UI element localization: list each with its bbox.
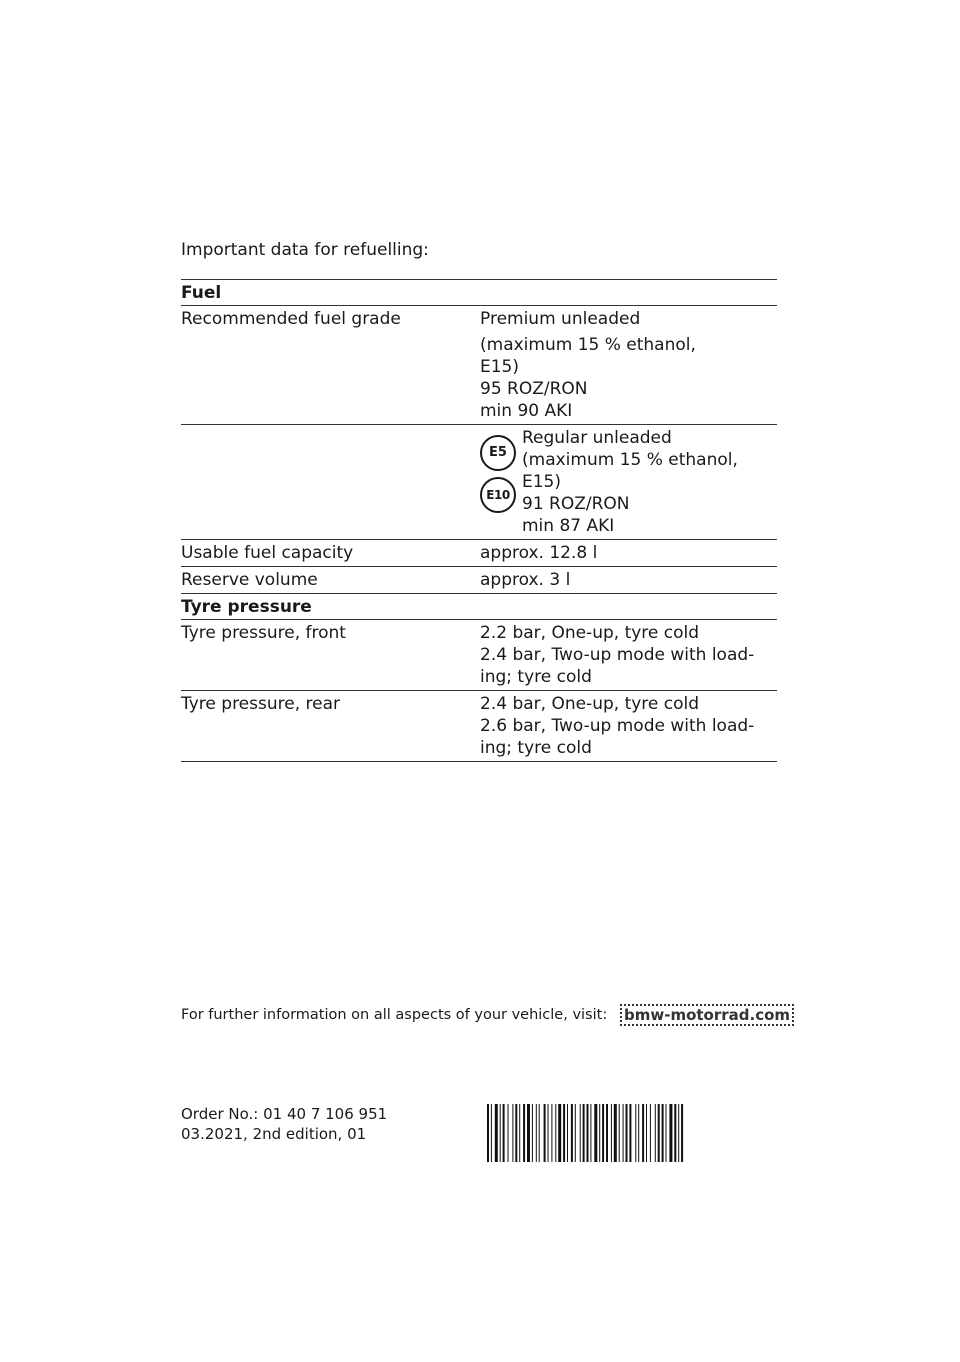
value-line: 2.4 bar, One-up, tyre cold [480,694,700,714]
e5-fuel-icon: E5 [480,435,516,471]
refuelling-data-table [181,279,777,762]
value-line: 2.4 bar, Two-up mode with load- [480,645,755,665]
edition-info: 03.2021, 2nd edition, 01 [181,1125,367,1143]
value-line: min 87 AKI [522,516,615,536]
value-line: 91 ROZ/RON [522,494,630,514]
value-line: E15) [522,472,562,492]
value-line: (maximum 15 % ethanol, [480,335,696,355]
order-number: Order No.: 01 40 7 106 951 [181,1105,388,1123]
recommended-fuel-label: Recommended fuel grade [181,309,401,329]
value-line: ing; tyre cold [480,667,592,687]
fuel-heading: Fuel [181,283,222,303]
order-info [181,1104,387,1144]
rear-pressure-value [480,693,777,759]
table-row [181,567,777,594]
website-link[interactable]: bmw-motorrad.com [620,1004,794,1026]
table-row [181,306,777,425]
value-line: E15) [480,357,520,377]
front-pressure-value [480,622,777,688]
front-pressure-label: Tyre pressure, front [181,623,346,643]
table-row [181,620,777,691]
intro-text: Important data for refuelling: [181,240,429,260]
table-row [181,540,777,567]
usable-capacity-value: approx. 12.8 l [480,543,598,563]
section-fuel [181,280,777,306]
regular-fuel-value [480,427,777,537]
further-info-text: For further information on all aspects of your vehicle, visit: [181,1007,608,1023]
rear-pressure-label: Tyre pressure, rear [181,694,340,714]
value-line: min 90 AKI [480,401,573,421]
tyre-heading: Tyre pressure [181,597,312,617]
table-row [181,425,777,540]
table-row [181,691,777,762]
usable-capacity-label: Usable fuel capacity [181,543,354,563]
value-line: 2.2 bar, One-up, tyre cold [480,623,700,643]
section-tyre-pressure [181,594,777,620]
value-line: Regular unleaded [522,428,672,448]
value-line: 95 ROZ/RON [480,379,588,399]
value-line: Premium unleaded [480,309,641,329]
reserve-volume-value: approx. 3 l [480,570,571,590]
value-line: (maximum 15 % ethanol, [522,450,738,470]
barcode-icon [487,1104,777,1162]
value-line: 2.6 bar, Two-up mode with load- [480,716,755,736]
value-line: ing; tyre cold [480,738,592,758]
recommended-fuel-value [480,308,777,422]
reserve-volume-label: Reserve volume [181,570,318,590]
e10-fuel-icon: E10 [480,477,516,513]
